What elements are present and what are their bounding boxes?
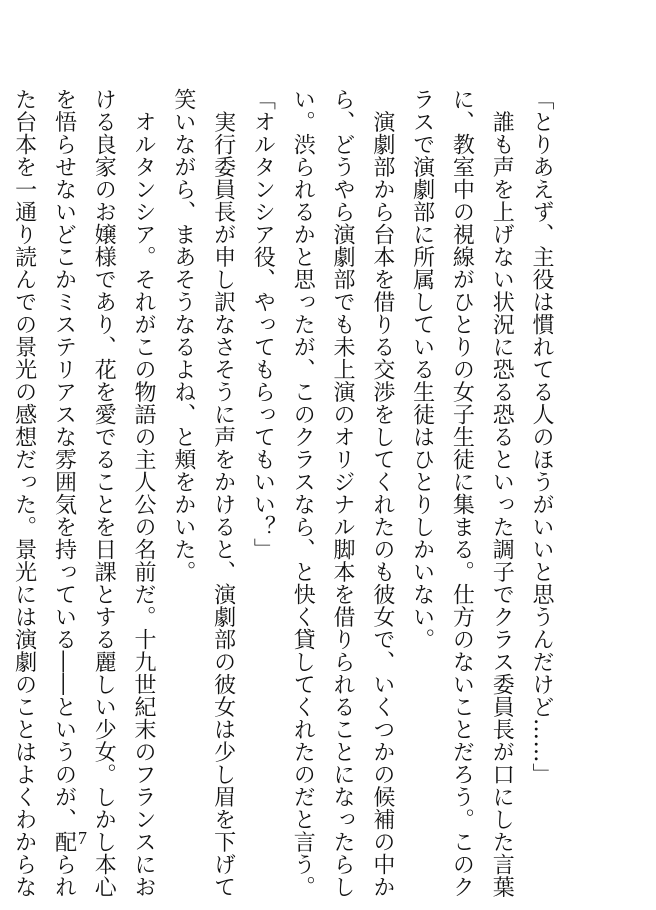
text-line: ラスで演劇部に所属している生徒はひとりしかいない。 <box>409 88 435 651</box>
text-line: を悟らせないどこかミステリアスな雰囲気を持っている――というのが、配られ <box>51 88 77 898</box>
text-line <box>0 88 4 778</box>
text-line: 誰も声を上げない状況に恐る恐るといった調子でクラス委員長が口にした言葉 <box>489 88 515 898</box>
text-line: 笑いながら、まあそうなるよね、と頬をかいた。 <box>170 88 196 583</box>
vertical-text-body <box>11 88 561 898</box>
text-line: に、教室中の視線がひとりの女子生徒に集まる。仕方のないことだろう。このク <box>449 88 475 898</box>
text-line: ら、どうやら演劇部でも未上演のオリジナル脚本を借りられることになったらし <box>330 88 356 898</box>
text-line: た台本を一通り読んでの景光の感想だった。景光には演劇のことはよくわからな <box>11 88 37 898</box>
text-line: い。渋られるかと思ったが、このクラスなら、と快く貸してくれたのだと言う。 <box>290 88 316 898</box>
text-line: オルタンシア。それがこの物語の主人公の名前だ。十九世紀末のフランスにお <box>131 88 157 898</box>
text-line: 実行委員長が申し訳なさそうに声をかけると、演劇部の彼女は少し眉を下げて <box>210 88 236 898</box>
text-line: 「オルタンシア役、やってもらってもいい？」 <box>250 88 276 561</box>
text-line: 「とりあえず、主役は慣れてる人のほうがいいと思うんだけど……」 <box>529 88 554 786</box>
text-line: 演劇部から台本を借りる交渉をしてくれたのも彼女で、いくつかの候補の中か <box>369 88 395 898</box>
page-number: 7 <box>78 828 87 848</box>
text-line: ける良家のお嬢様であり、花を愛でることを日課とする麗しい少女。しかし本心 <box>91 88 117 898</box>
